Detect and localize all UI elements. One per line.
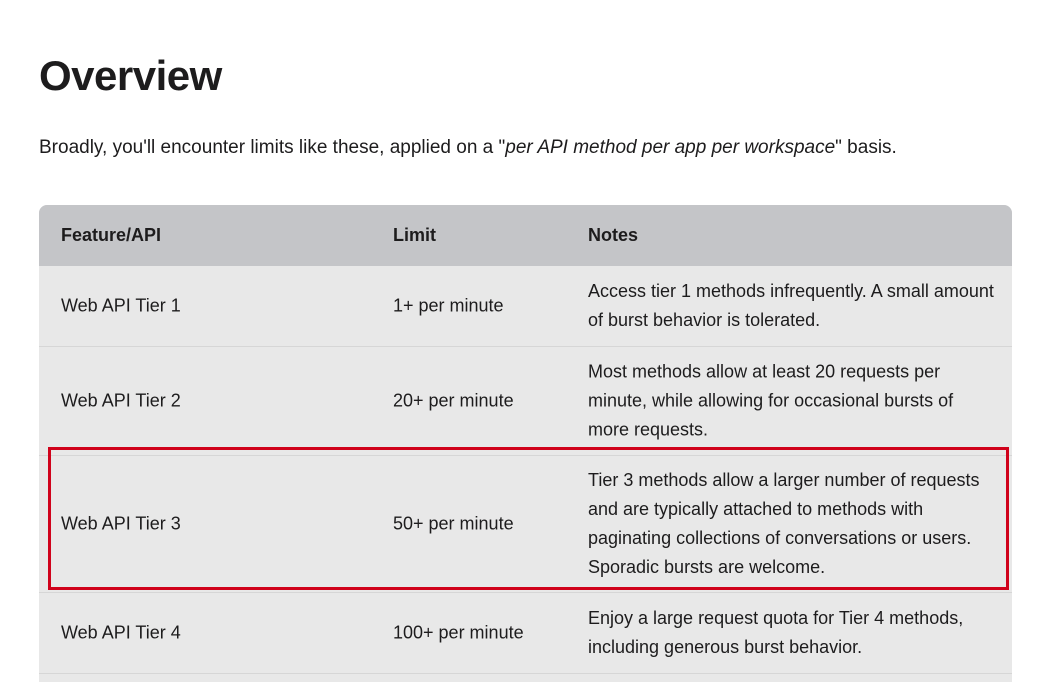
rate-limits-table [39,205,1012,682]
intro-emphasis: per API method per app per workspace [505,137,836,158]
header-feature-api: Feature/API [61,225,162,245]
table-row-tier-4 [39,593,1012,674]
intro-text-end: " basis. [835,137,897,158]
feature-cell: Web API Tier 4 [61,622,181,643]
header-limit: Limit [393,225,436,245]
notes-cell: Most methods allow at least 20 requests per minute, while allowing for occasional bursts of more requests. [588,361,954,440]
intro-paragraph [39,136,897,160]
table-row-tier-3 [39,456,1012,593]
table-header-row [39,205,1012,266]
feature-cell: Web API Tier 2 [61,390,181,411]
notes-cell: Access tier 1 methods infrequently. A small amount of burst behavior is tolerated. [588,281,994,330]
table-row-tier-2 [39,347,1012,456]
header-notes: Notes [588,225,639,245]
limit-cell: 20+ per minute [393,390,514,411]
limit-cell: 1+ per minute [393,295,504,316]
notes-cell: Tier 3 methods allow a larger number of requests and are typically attached to methods with paginating collections of conversations or users. Sporadic bursts are welcome. [588,470,980,577]
feature-cell: Web API Tier 3 [61,513,181,534]
limit-cell: 100+ per minute [393,622,524,643]
notes-cell: Enjoy a large request quota for Tier 4 methods, including generous burst behavior. [588,608,964,657]
table-row-tier-1 [39,266,1012,347]
feature-cell: Web API Tier 1 [61,295,181,316]
intro-text-start: Broadly, you'll encounter limits like these, applied on a " [39,137,506,158]
limit-cell: 50+ per minute [393,513,514,534]
page-title: Overview [39,52,222,99]
